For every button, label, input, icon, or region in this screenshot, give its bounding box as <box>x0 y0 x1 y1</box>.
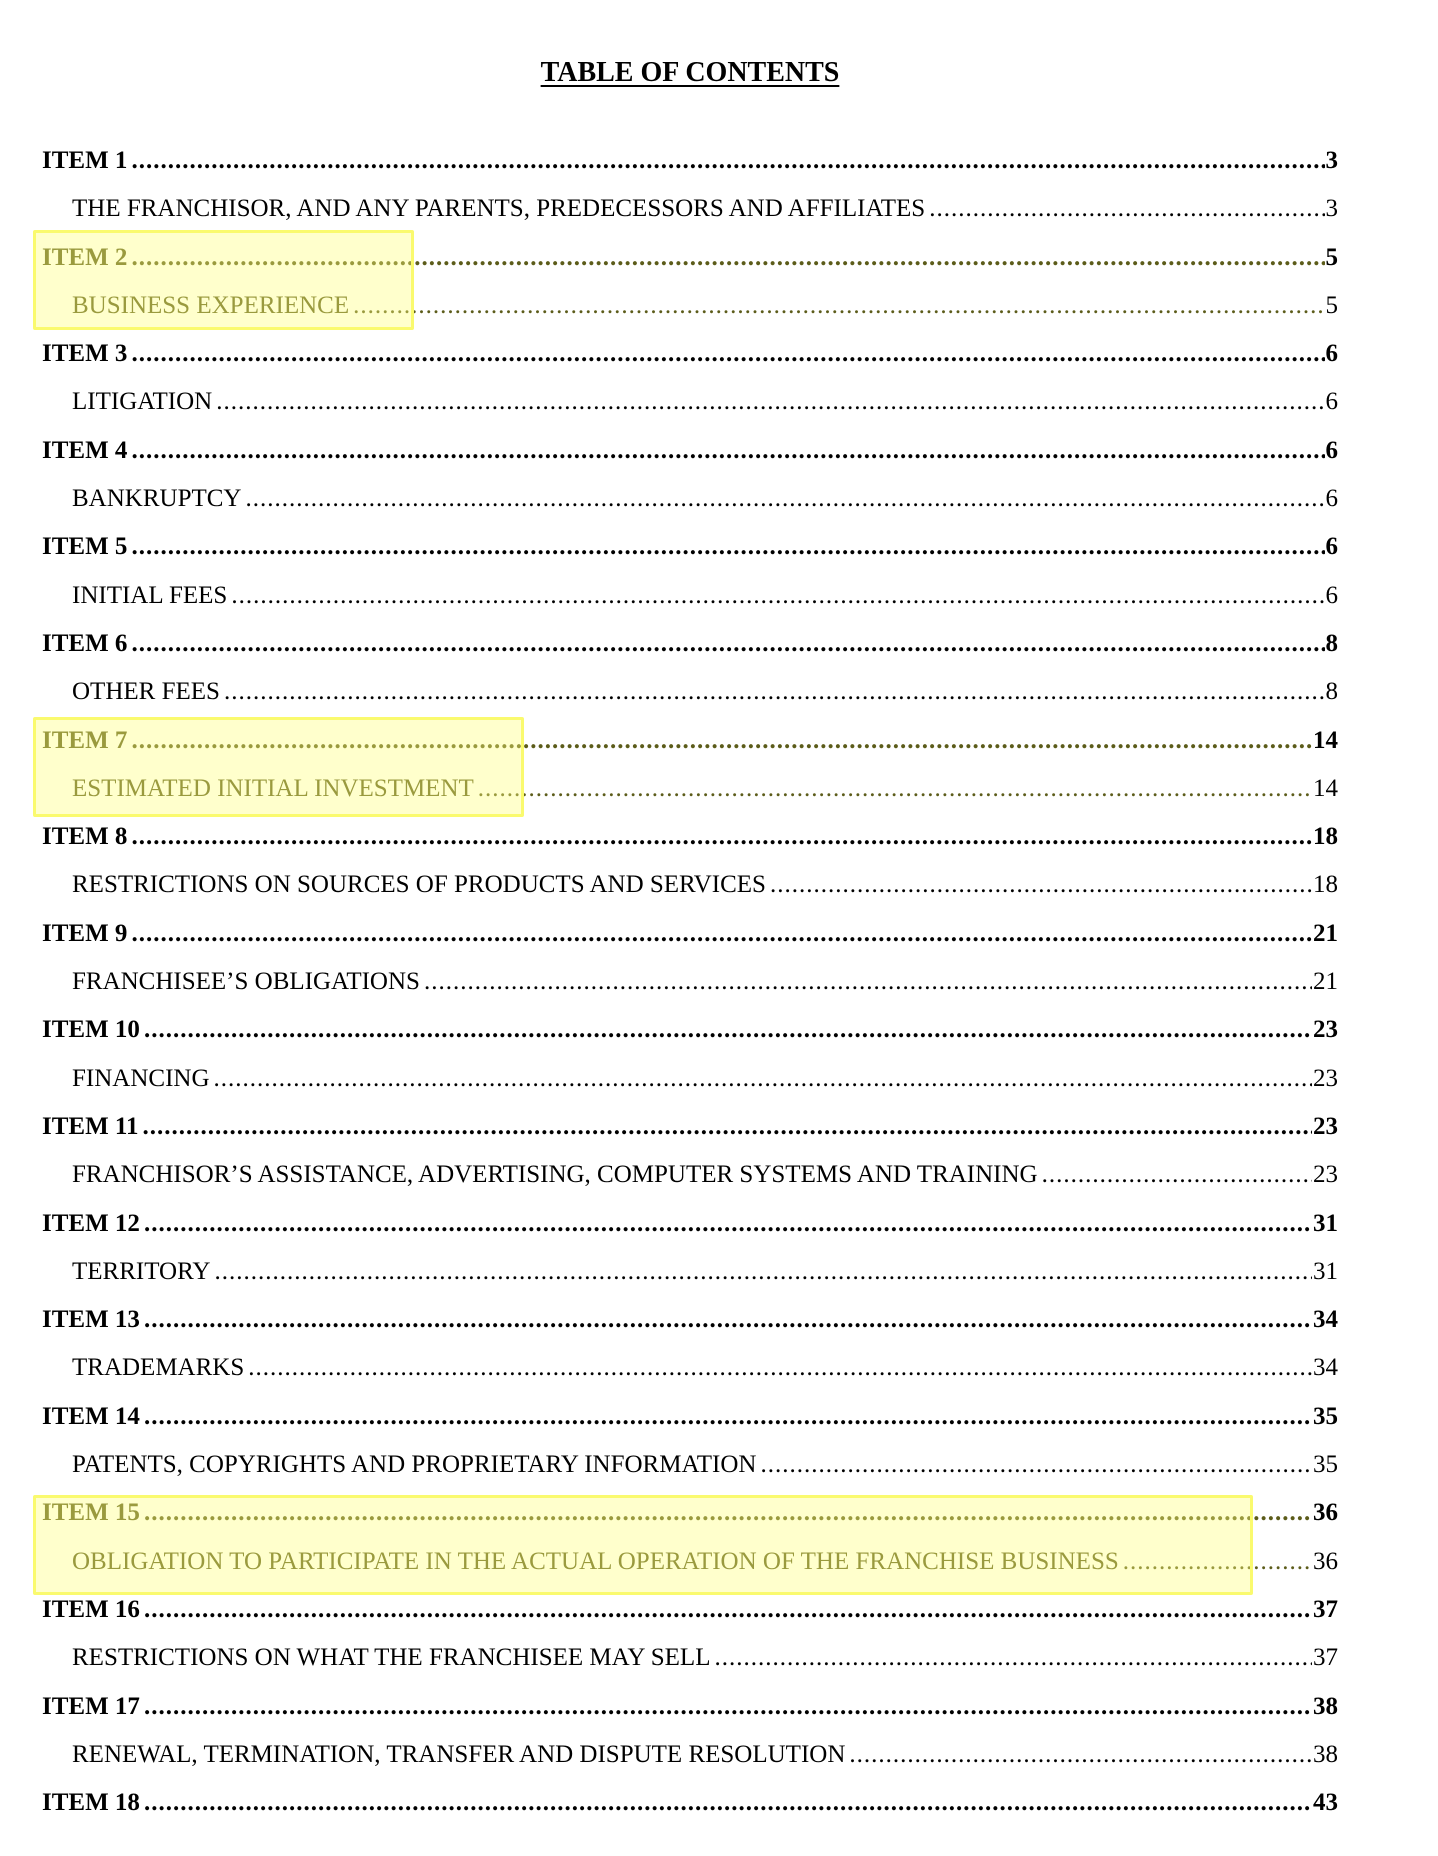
dot-leader <box>231 576 1324 616</box>
dot-leader <box>214 1252 1312 1292</box>
toc-subitem-label: RESTRICTIONS ON SOURCES OF PRODUCTS AND SERVICES <box>72 871 766 899</box>
toc-page-number: 6 <box>1325 436 1338 464</box>
dot-leader <box>1042 1155 1312 1195</box>
toc-page-number: 3 <box>1325 195 1338 223</box>
toc-item-label: ITEM 2 <box>42 243 128 271</box>
toc-subitem-row <box>42 576 1338 624</box>
toc-item-label: ITEM 9 <box>42 919 128 947</box>
toc-item-label: ITEM 8 <box>42 823 128 851</box>
toc-subitem-label: PATENTS, COPYRIGHTS AND PROPRIETARY INFORMATION <box>72 1451 757 1479</box>
toc-subitem-label: FRANCHISEE’S OBLIGATIONS <box>72 968 420 996</box>
toc-item-row <box>42 431 1338 479</box>
toc-page-number: 8 <box>1325 678 1338 706</box>
toc-subitem-row <box>42 382 1338 430</box>
toc-item-label: ITEM 1 <box>42 147 128 174</box>
toc-page-number: 23 <box>1313 1161 1338 1189</box>
dot-leader <box>144 1783 1312 1823</box>
toc-page-number: 23 <box>1313 1064 1338 1092</box>
toc-page-number: 34 <box>1313 1306 1338 1334</box>
dot-leader <box>131 238 1324 278</box>
toc-page-number: 5 <box>1325 291 1338 319</box>
toc-item-label: ITEM 15 <box>42 1499 140 1527</box>
toc-page-number: 6 <box>1325 485 1338 513</box>
toc-item-label: ITEM 14 <box>42 1402 140 1430</box>
toc-page-number: 6 <box>1325 388 1338 416</box>
toc-page-number: 3 <box>1325 147 1338 174</box>
toc-page-number: 38 <box>1313 1740 1338 1768</box>
toc-page-number: 37 <box>1313 1595 1338 1623</box>
page-title: TABLE OF CONTENTS <box>540 57 840 88</box>
toc-subitem-row <box>42 672 1338 720</box>
toc-subitem-label: FRANCHISOR’S ASSISTANCE, ADVERTISING, COMPUTER SYSTEMS AND TRAINING <box>72 1161 1038 1189</box>
toc-page-number: 21 <box>1313 968 1338 996</box>
toc-item-row <box>42 1687 1338 1735</box>
dot-leader <box>245 479 1324 519</box>
toc-subitem-label: LITIGATION <box>72 388 213 416</box>
toc-page-number: 21 <box>1313 919 1338 947</box>
toc-item-row <box>42 141 1338 189</box>
dot-leader <box>144 1687 1312 1727</box>
toc-page-number: 36 <box>1313 1499 1338 1527</box>
dot-leader <box>131 817 1312 857</box>
toc-item-row <box>42 1107 1338 1155</box>
toc-subitem-row <box>42 1638 1338 1686</box>
toc-page-number: 6 <box>1325 340 1338 368</box>
toc-page-number: 5 <box>1325 243 1338 271</box>
toc-item-label: ITEM 17 <box>42 1692 140 1720</box>
toc-subitem-label: RESTRICTIONS ON WHAT THE FRANCHISEE MAY SELL <box>72 1644 711 1672</box>
dot-leader <box>478 769 1312 809</box>
toc-item-row <box>42 817 1338 865</box>
toc-subitem-row <box>42 189 1338 237</box>
toc-subitem-row <box>42 1735 1338 1783</box>
toc-subitem-row <box>42 479 1338 527</box>
toc-page-number: 14 <box>1313 774 1338 802</box>
toc-subitem-label: FINANCING <box>72 1064 210 1092</box>
dot-leader <box>424 962 1312 1002</box>
toc-page-number: 43 <box>1313 1789 1338 1817</box>
toc-item-label: ITEM 13 <box>42 1306 140 1334</box>
dot-leader <box>714 1638 1312 1678</box>
toc-page-number: 23 <box>1313 1016 1338 1044</box>
toc-subitem-label: ESTIMATED INITIAL INVESTMENT <box>72 774 474 802</box>
toc-page-number: 36 <box>1313 1547 1338 1575</box>
dot-leader <box>144 1010 1312 1050</box>
toc-page-number: 31 <box>1313 1209 1338 1237</box>
toc-item-row <box>42 1493 1338 1541</box>
toc-item-row <box>42 1300 1338 1348</box>
toc-item-row <box>42 1590 1338 1638</box>
toc-item-label: ITEM 18 <box>42 1789 140 1817</box>
dot-leader <box>131 334 1324 374</box>
toc-item-label: ITEM 12 <box>42 1209 140 1237</box>
toc-subitem-row <box>42 286 1338 334</box>
toc-item-label: ITEM 3 <box>42 340 128 368</box>
toc-subitem-label: RENEWAL, TERMINATION, TRANSFER AND DISPUTE RESOLUTION <box>72 1740 846 1768</box>
toc-subitem-row <box>42 1252 1338 1300</box>
toc-subitem-row <box>42 1348 1338 1396</box>
toc-subitem-label: THE FRANCHISOR, AND ANY PARENTS, PREDECESSORS AND AFFILIATES <box>72 195 926 223</box>
toc-subitem-row <box>42 1542 1338 1590</box>
toc-page-number: 6 <box>1325 533 1338 561</box>
dot-leader <box>224 672 1325 712</box>
dot-leader <box>770 865 1312 905</box>
toc-page-number: 8 <box>1325 629 1338 657</box>
toc-item-label: ITEM 11 <box>42 1112 139 1140</box>
toc-subitem-label: BANKRUPTCY <box>72 485 242 513</box>
dot-leader <box>131 624 1324 664</box>
toc-item-row <box>42 1204 1338 1252</box>
toc-item-row <box>42 1010 1338 1058</box>
dot-leader <box>214 1059 1313 1099</box>
toc-page-number: 23 <box>1313 1112 1338 1140</box>
toc-page-number: 34 <box>1313 1354 1338 1382</box>
dot-leader <box>131 431 1324 471</box>
dot-leader <box>131 721 1312 761</box>
dot-leader <box>144 1204 1312 1244</box>
dot-leader <box>929 189 1324 229</box>
table-of-contents <box>42 141 1338 1831</box>
toc-subitem-label: TERRITORY <box>72 1257 211 1285</box>
dot-leader <box>144 1300 1312 1340</box>
toc-subitem-row <box>42 962 1338 1010</box>
toc-page-number: 31 <box>1313 1257 1338 1285</box>
toc-subitem-label: TRADEMARKS <box>72 1354 245 1382</box>
dot-leader <box>849 1735 1312 1775</box>
dot-leader <box>1123 1542 1312 1582</box>
toc-page-number: 18 <box>1313 823 1338 851</box>
toc-page-number: 14 <box>1313 726 1338 754</box>
dot-leader <box>248 1348 1312 1388</box>
toc-item-row <box>42 914 1338 962</box>
toc-item-row <box>42 1397 1338 1445</box>
dot-leader <box>144 1397 1312 1437</box>
toc-item-row <box>42 334 1338 382</box>
toc-page-number: 37 <box>1313 1644 1338 1672</box>
toc-item-row <box>42 1783 1338 1831</box>
toc-item-label: ITEM 10 <box>42 1016 140 1044</box>
toc-item-label: ITEM 4 <box>42 436 128 464</box>
toc-item-label: ITEM 16 <box>42 1595 140 1623</box>
toc-subitem-label: BUSINESS EXPERIENCE <box>72 291 350 319</box>
toc-item-row <box>42 721 1338 769</box>
toc-page-number: 38 <box>1313 1692 1338 1720</box>
toc-item-row <box>42 238 1338 286</box>
dot-leader <box>353 286 1324 326</box>
dot-leader <box>760 1445 1312 1485</box>
toc-page-number: 35 <box>1313 1451 1338 1479</box>
dot-leader <box>143 1107 1312 1147</box>
toc-subitem-row <box>42 1445 1338 1493</box>
toc-item-label: ITEM 5 <box>42 533 128 561</box>
dot-leader <box>131 141 1324 181</box>
dot-leader <box>216 382 1324 422</box>
toc-item-label: ITEM 7 <box>42 726 128 754</box>
toc-page-number: 18 <box>1313 871 1338 899</box>
toc-item-row <box>42 527 1338 575</box>
toc-subitem-label: OTHER FEES <box>72 678 220 706</box>
toc-subitem-label: INITIAL FEES <box>72 581 228 609</box>
toc-subitem-row <box>42 1155 1338 1203</box>
dot-leader <box>144 1590 1312 1630</box>
toc-subitem-label: OBLIGATION TO PARTICIPATE IN THE ACTUAL OPERATION OF THE FRANCHISE BUSINESS <box>72 1547 1119 1575</box>
toc-subitem-row <box>42 865 1338 913</box>
dot-leader <box>131 914 1312 954</box>
dot-leader <box>131 527 1324 567</box>
dot-leader <box>144 1493 1312 1533</box>
toc-subitem-row <box>42 1059 1338 1107</box>
toc-item-row <box>42 624 1338 672</box>
toc-item-label: ITEM 6 <box>42 629 128 657</box>
toc-page-number: 6 <box>1325 581 1338 609</box>
toc-subitem-row <box>42 769 1338 817</box>
toc-page-number: 35 <box>1313 1402 1338 1430</box>
